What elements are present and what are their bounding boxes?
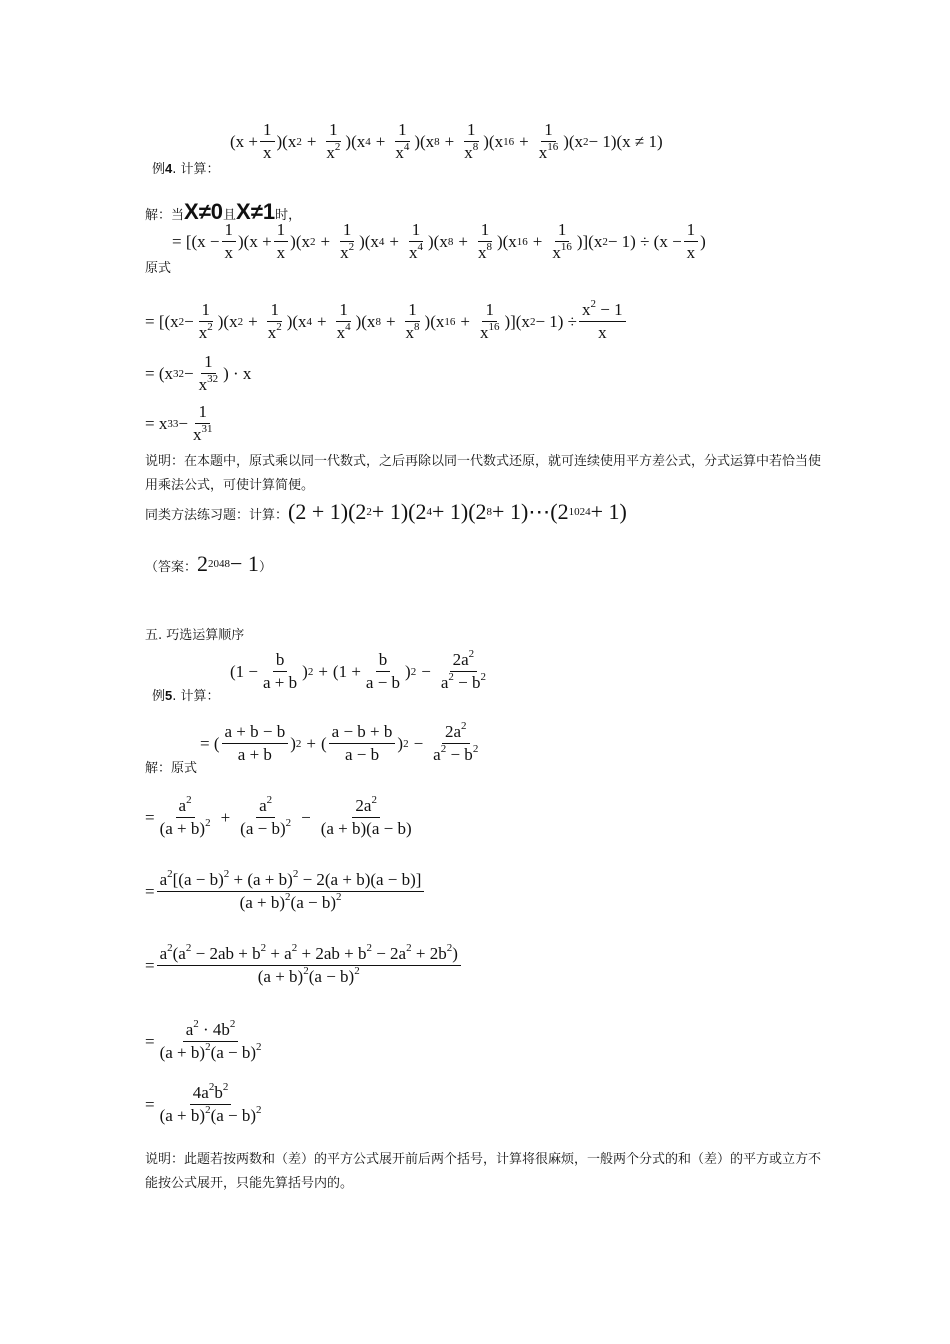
example4-note: 说明：在本题中，原式乘以同一代数式，之后再除以同一代数式还原，就可连续使用平方差公式，分式运算中若恰当使用乘法公式，可使计算简便。 — [145, 454, 822, 493]
example5-heading: 例5. 计算： — [152, 688, 220, 704]
example4-original-label: 原式 — [145, 261, 172, 276]
example5-step6: = $4a^2b^2$ $(a + b)^2(a - b)^2$ — [145, 1081, 262, 1125]
example5-expression: (1 − b a + b ) 2 + (1 + $\frac{b}{a - b}$ ) 2 − $\frac{2a^2}{a^2 - b^2}$ — [230, 648, 486, 692]
example5-note: 说明：此题若按两数和（差）的平方公式展开前后两个括号，计算将很麻烦，一般两个分式的和（差）的平方或立方不能按公式展开，只能先算括号内的。 — [145, 1152, 822, 1191]
example5-solution-label: 解：原式 — [145, 761, 198, 776]
practice-problem: 同类方法练习题：计算：(2 + 1)(2 2 + 1)(2 4 + 1)(2 8 + 1)⋯(2 1024 + 1) — [145, 499, 627, 524]
example4-step1: = [(x − 1 x )(x + 1 x )(x 2 + $\frac{1}{x^2}$ )(x 4 + $\frac{1}{x^4}$ )(x 8 + $\frac{1}{x^8}$ )(x 16 + $\frac{1}{x^{16}}$ )](x 2 − 1) ÷ (x − 1 x ) — [172, 220, 706, 262]
example5-step1: = ( a + b − b a + b ) 2 + ( $\frac{a - b + b}{a - b}$ ) 2 − $\frac{2a^2}{a^2 - b^2}$ — [200, 720, 479, 764]
example4-heading: 例4. 计算： — [152, 161, 220, 177]
practice-answer: （答案：2 2048 − 1） — [145, 551, 272, 576]
example5-step3: = $a^2[(a - b)^2 + (a + b)^2 - 2(a + b)(a - b)]$ $(a + b)^2(a - b)^2$ — [145, 870, 426, 913]
example4-expression: (x + 1 x )(x 2 + $\frac{1}{x^2}$ )(x 4 + $\frac{1}{x^4}$ )(x 8 + $\frac{1}{x^8}$ )(x 16 + $\frac{1}{x^{16}}$ )(x 2 − 1)(x ≠ 1) — [230, 120, 663, 162]
example5-step5: = $a^2 \cdot 4b^2$ $(a + b)^2(a - b)^2$ — [145, 1018, 262, 1062]
example4-condition: 解：当X≠0且X≠1时， — [145, 199, 302, 224]
section5-title: 五. 巧选运算顺序 — [145, 628, 245, 643]
example5-step2: = $a^2$ $(a + b)^2$ + $\frac{a^2}{(a - b)^2}$ − $\frac{2a^2}{(a + b)(a - b)}$ — [145, 794, 412, 838]
example4-step2: = [(x 2 − 1 $x^2$ )(x 2 + $\frac{1}{x^2}$ )(x 4 + $\frac{1}{x^4}$ )(x 8 + $\frac{1}{x^8}$ )(x 16 + $\frac{1}{x^{16}}$ )](x 2 − 1) ÷ $x^2 - 1$ x — [145, 300, 628, 343]
example4-step3: = (x 32 − 1 $x^{32}$ ) · x — [145, 352, 252, 394]
example4-step4: = x 33 − 1 $x^{31}$ — [145, 402, 213, 444]
example5-step4: = $a^2(a^2 - 2ab + b^2 + a^2 + 2ab + b^2 - 2a^2 + 2b^2)$ $(a + b)^2(a - b)^2$ — [145, 944, 463, 987]
